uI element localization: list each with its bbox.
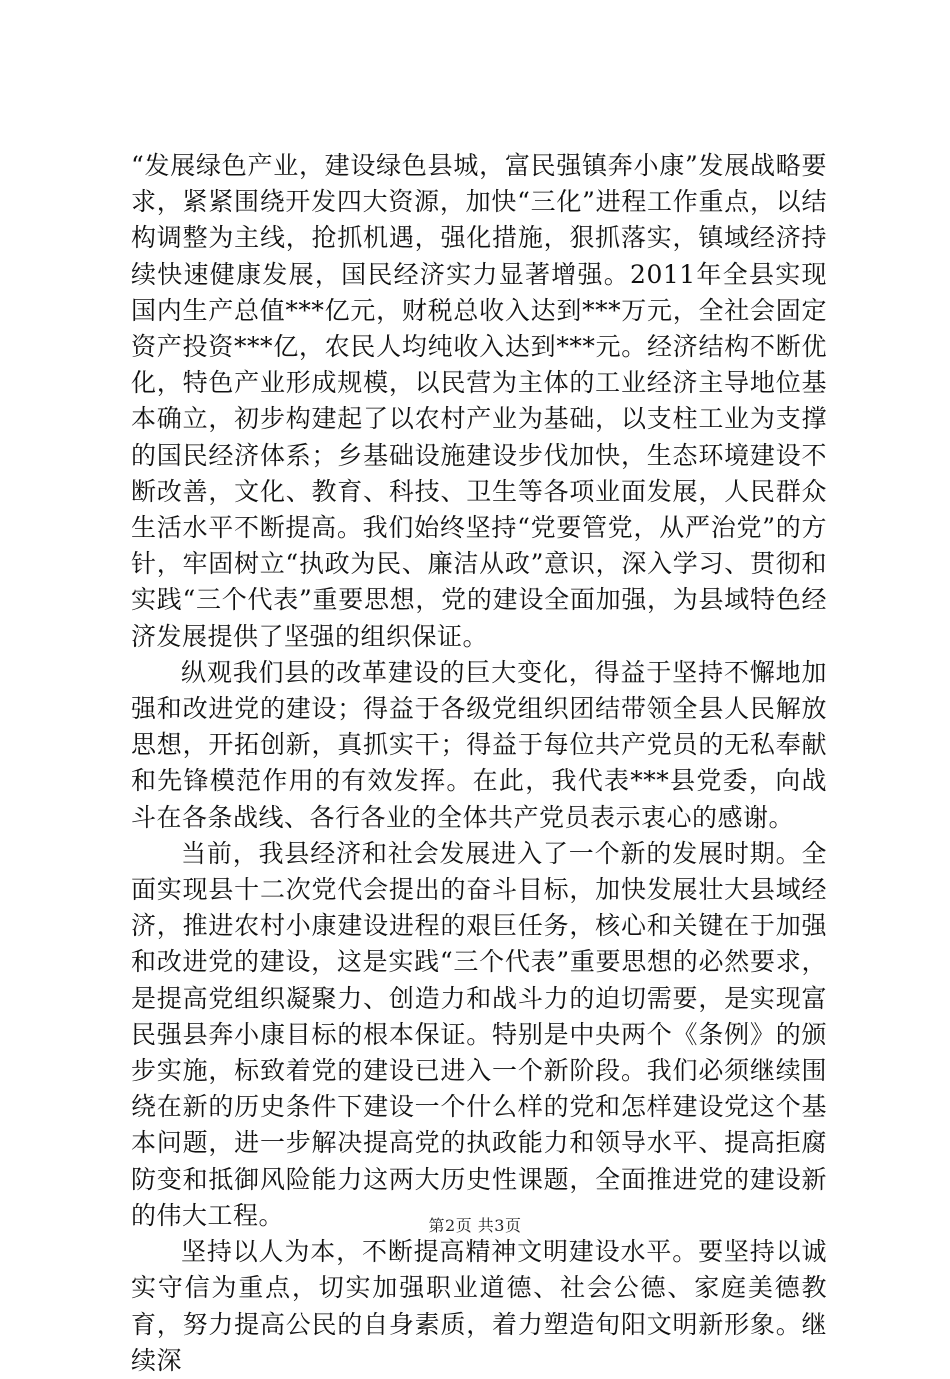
document-body bbox=[131, 148, 827, 1379]
paragraph-reform-achievements: 纵观我们县的改革建设的巨大变化，得益于坚持不懈地加强和改进党的建设；得益于各级党组织团结带领全县人民解放思想，开拓创新，真抓实干；得益于每位共产党员的无私奉献和先锋模范作用的有效发挥。在此，我代表***县党委，向战斗在各条战线、各行各业的全体共产党员表示衷心的感谢。 bbox=[131, 657, 827, 832]
page-number-footer: 第2页 共3页 bbox=[428, 1216, 522, 1235]
paragraph-people-oriented: 坚持以人为本，不断提高精神文明建设水平。要坚持以诚实守信为重点，切实加强职业道德、社会公德、家庭美德教育，努力提高公民的自身素质，着力塑造旬阳文明新形象。继续深 bbox=[131, 1237, 827, 1375]
paragraph-current-situation: 当前，我县经济和社会发展进入了一个新的发展时期。全面实现县十二次党代会提出的奋斗目标，加快发展壮大县域经济，推进农村小康建设进程的艰巨任务，核心和关键在于加强和改进党的建设，这是实践“三个代表”重要思想的必然要求，是提高党组织凝聚力、创造力和战斗力的迫切需要，是实现富民强县奔小康目标的根本保证。特别是中央两个《条例》的颁步实施，标致着党的建设已进入一个新阶段。我们必须继续围绕在新的历史条件下建设一个什么样的党和怎样建设党这个基本问题，进一步解决提高党的执政能力和领导水平、提高拒腐防变和抵御风险能力这两大历史性课题，全面推进党的建设新的伟大工程。 bbox=[131, 838, 827, 1230]
paragraph-continuation: “发展绿色产业，建设绿色县城，富民强镇奔小康”发展战略要求，紧紧围绕开发四大资源，加快“三化”进程工作重点，以结构调整为主线，抢抓机遇，强化措施，狠抓落实，镇域经济持续快速健康发展，国民经济实力显著增强。2011年全县实现国内生产总值***亿元，财税总收入达到***万元，全社会固定资产投资***亿，农民人均纯收入达到***元。经济结构不断优化，特色产业形成规模，以民营为主体的工业经济主导地位基本确立，初步构建起了以农村产业为基础，以支柱工业为支撑的国民经济体系；乡基础设施建设步伐加快，生态环境建设不断改善，文化、教育、科技、卫生等各项业面发展，人民群众生活水平不断提高。我们始终坚持“党要管党，从严治党”的方针，牢固树立“执政为民、廉洁从政”意识，深入学习、贯彻和实践“三个代表”重要思想，党的建设全面加强，为县域特色经济发展提供了坚强的组织保证。 bbox=[131, 151, 827, 651]
